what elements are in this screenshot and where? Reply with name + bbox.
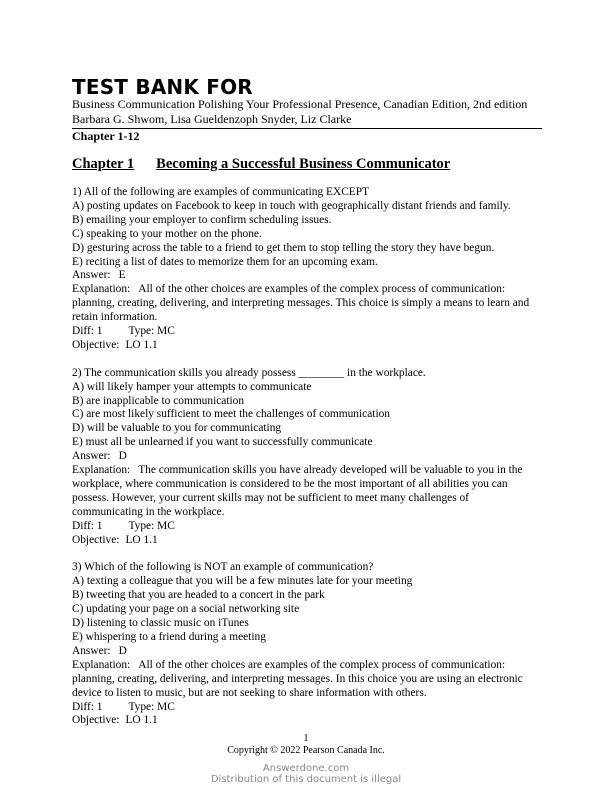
chapter-number: Chapter 1 (72, 156, 135, 172)
answer-option: B) are inapplicable to communication (72, 394, 245, 407)
question-type: Type: MC (128, 325, 175, 338)
explanation (72, 464, 542, 520)
objective-value: LO 1.1 (125, 338, 158, 351)
answer-option: D) gesturing across the table to a friend to get them to stop telling the story they have begun. (72, 241, 495, 254)
question-list (72, 186, 542, 742)
book-title: Business Communication Polishing Your Professional Presence, Canadian Edition, 2nd edition (72, 97, 528, 111)
objective-label: Objective: (72, 338, 120, 351)
explanation-label: Explanation: (72, 658, 131, 671)
objective-value: LO 1.1 (125, 533, 158, 546)
objective-value: LO 1.1 (125, 714, 158, 727)
question-stem: 1) All of the following are examples of communicating EXCEPT (72, 186, 370, 198)
watermark-site: Answerdone.com (262, 763, 350, 774)
answer-option: A) will likely hamper your attempts to communicate (72, 380, 312, 393)
test-bank-title: TEST BANK FOR (72, 75, 253, 99)
chapter-heading (72, 155, 450, 173)
question-2 (72, 367, 542, 548)
objective-label: Objective: (72, 714, 120, 727)
answer-label: Answer: (72, 450, 111, 463)
explanation-label: Explanation: (72, 464, 131, 477)
answer-option: E) whispering to a friend during a meeting (72, 630, 266, 643)
answer-option: B) tweeting that you are headed to a concert in the park (72, 589, 325, 602)
answer-value: D (118, 450, 127, 463)
answer-option: C) are most likely sufficient to meet the challenges of communication (72, 408, 391, 421)
objective-line (72, 534, 542, 548)
chapter-title: Becoming a Successful Business Communicator (156, 156, 451, 172)
objective-line (72, 714, 542, 728)
answer-line (72, 269, 542, 283)
difficulty: Diff: 1 (72, 325, 103, 338)
copyright: Copyright © 2022 Pearson Canada Inc. (227, 745, 385, 756)
answer-option: D) listening to classic music on iTunes (72, 617, 249, 630)
answer-option: A) texting a colleague that you will be a few minutes late for your meeting (72, 575, 413, 588)
explanation-label: Explanation: (72, 283, 131, 296)
difficulty: Diff: 1 (72, 519, 103, 532)
question-type: Type: MC (128, 519, 175, 532)
question-stem: 3) Which of the following is NOT an example of communication? (72, 561, 374, 574)
answer-label: Answer: (72, 269, 111, 282)
explanation (72, 659, 542, 701)
question-stem: 2) The communication skills you already possess ________ in the workplace. (72, 366, 426, 379)
page-number: 1 (303, 733, 309, 744)
book-authors: Barbara G. Shwom, Lisa Gueldenzoph Snyder, Liz Clarke (72, 112, 352, 126)
question-3 (72, 561, 542, 728)
answer-option: E) must all be unlearned if you want to successfully communicate (72, 436, 373, 449)
objective-label: Objective: (72, 533, 120, 546)
header-rule (72, 128, 542, 129)
answer-line (72, 450, 542, 464)
answer-value: E (118, 269, 126, 282)
question-1 (72, 186, 542, 353)
difficulty: Diff: 1 (72, 700, 103, 713)
answer-value: D (118, 644, 127, 657)
watermark-notice: Distribution of this document is illegal (210, 774, 402, 785)
answer-option: D) will be valuable to you for communicating (72, 422, 282, 435)
explanation-text: The communication skills you have already developed will be valuable to you in the workplace, where communication is considered to be the most important of all abilities you can possess. However, your current skills may not be sufficient to meet many challenges of communicating in the workplace. (72, 464, 523, 518)
diff-type-line (72, 520, 542, 534)
explanation-text: All of the other choices are examples of the complex process of communication: planning, creating, delivering, and interpreting messages. This choice is simply a means to learn and retain information. (72, 283, 530, 324)
explanation-text: All of the other choices are examples of the complex process of communication: planning, creating, delivering, and interpreting messages. In this choice you are using an electronic device to listen to music, but are not seeking to share information with others. (72, 658, 523, 699)
objective-line (72, 339, 542, 353)
answer-label: Answer: (72, 644, 111, 657)
diff-type-line (72, 701, 542, 715)
answer-option: B) emailing your employer to confirm scheduling issues. (72, 213, 332, 226)
chapter-range: Chapter 1-12 (72, 129, 140, 143)
diff-type-line (72, 325, 542, 339)
answer-option: C) updating your page on a social networking site (72, 603, 300, 616)
answer-option: A) posting updates on Facebook to keep in touch with geographically distant friends and family. (72, 199, 511, 212)
answer-option: C) speaking to your mother on the phone. (72, 227, 262, 240)
question-type: Type: MC (128, 700, 175, 713)
answer-option: E) reciting a list of dates to memorize them for an upcoming exam. (72, 255, 378, 268)
answer-line (72, 645, 542, 659)
explanation (72, 283, 542, 325)
